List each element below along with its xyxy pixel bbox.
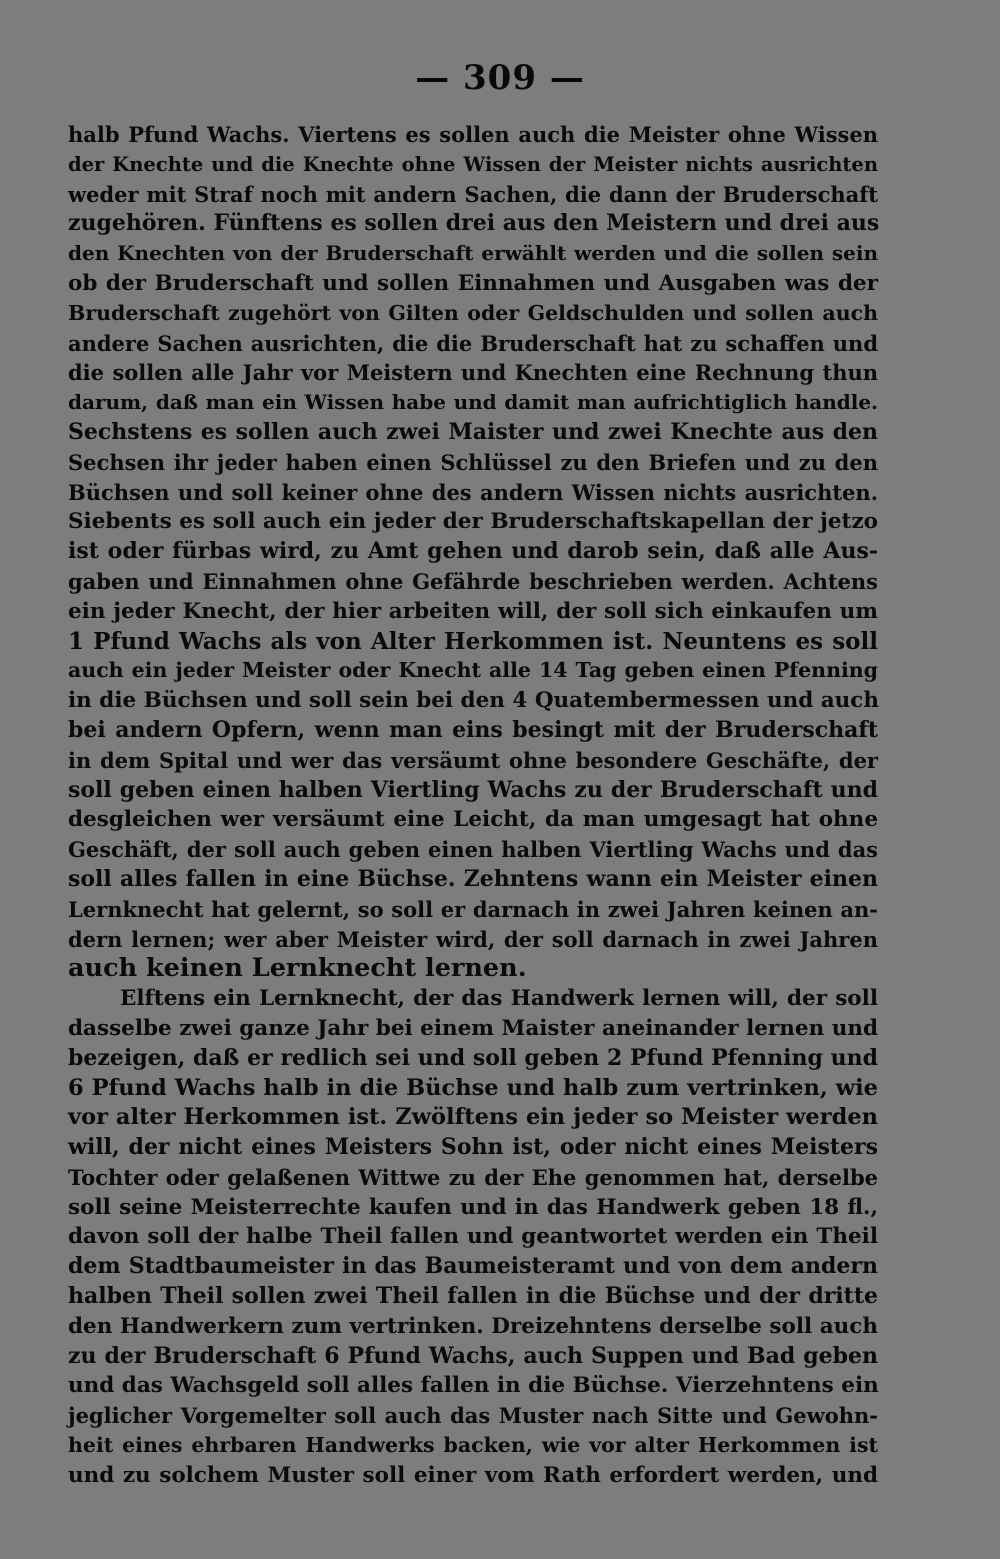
text-line: in dem Spital und wer das versäumt ohne besondere Geschäfte, der <box>68 747 878 773</box>
text-line: zu der Bruderschaft 6 Pfund Wachs, auch Suppen und Bad geben <box>68 1342 878 1369</box>
text-line: die sollen alle Jahr vor Meistern und Knechten eine Rechnung thun <box>68 360 878 386</box>
text-line-paragraph-start: Elftens ein Lernknecht, der das Handwerk lernen will, der soll <box>120 986 878 1012</box>
text-line: Sechstens es sollen auch zwei Maister und zwei Knechte aus den <box>68 418 878 445</box>
text-line: heit eines ehrbaren Handwerks backen, wie vor alter Herkommen ist <box>68 1433 878 1458</box>
text-line: Büchsen und soll keiner ohne des andern Wissen nichts ausrichten. <box>68 479 878 505</box>
text-line: Lernknecht hat gelernt, so soll er darnach in zwei Jahren keinen an- <box>68 896 878 922</box>
text-line: andere Sachen ausrichten, die die Bruderschaft hat zu schaffen und <box>68 330 878 356</box>
text-line: bei andern Opfern, wenn man eins besingt mit der Bruderschaft <box>68 716 878 743</box>
text-line: zugehören. Fünftens es sollen drei aus den Meistern und drei aus <box>68 210 880 237</box>
text-line: und das Wachsgeld soll alles fallen in die Büchse. Vierzehntens ein <box>68 1373 879 1399</box>
text-line: darum, daß man ein Wissen habe und damit man aufrichtiglich handle. <box>68 390 878 415</box>
text-line: gaben und Einnahmen ohne Gefährde beschrieben werden. Achtens <box>68 568 878 594</box>
text-line: soll seine Meisterrechte kaufen und in das Handwerk geben 18 fl., <box>68 1194 878 1220</box>
text-line: den Knechten von der Bruderschaft erwählt werden und die sollen sein <box>68 241 878 266</box>
text-line: soll alles fallen in eine Büchse. Zehntens wann ein Meister einen <box>68 865 878 892</box>
text-line: Geschäft, der soll auch geben einen halben Viertling Wachs und das <box>68 837 878 863</box>
text-line: ein jeder Knecht, der hier arbeiten will, der soll sich einkaufen um <box>68 598 878 624</box>
text-line: halb Pfund Wachs. Viertens es sollen auch die Meister ohne Wissen <box>68 122 878 147</box>
text-line: in die Büchsen und soll sein bei den 4 Quatembermessen und auch <box>68 688 880 714</box>
text-line: der Knechte und die Knechte ohne Wissen der Meister nichts ausrichten <box>68 152 878 176</box>
text-line: soll geben einen halben Viertling Wachs zu der Bruderschaft und <box>68 776 878 803</box>
text-line: Bruderschaft zugehört von Gilten oder Geldschulden und sollen auch <box>68 300 878 325</box>
text-line: Siebents es soll auch ein jeder der Bruderschaftskapellan der jetzo <box>68 509 878 535</box>
text-line: 1 Pfund Wachs als von Alter Herkommen ist. Neuntens es soll <box>68 627 878 655</box>
text-line: jeglicher Vorgemelter soll auch das Muster nach Sitte und Gewohn- <box>68 1403 878 1429</box>
body-text <box>68 120 878 1491</box>
text-line: 6 Pfund Wachs halb in die Büchse und halb zum vertrinken, wie <box>68 1074 878 1101</box>
text-line: weder mit Straf noch mit andern Sachen, die dann der Bruderschaft <box>68 181 878 207</box>
text-line: Tochter oder gelaßenen Wittwe zu der Ehe genommen hat, derselbe <box>68 1164 878 1190</box>
text-line-paragraph-end: auch keinen Lernknecht lernen. <box>68 953 527 984</box>
text-line: den Handwerkern zum vertrinken. Dreizehntens derselbe soll auch <box>68 1313 878 1339</box>
text-line: Sechsen ihr jeder haben einen Schlüssel zu den Briefen und zu den <box>68 449 878 475</box>
text-line: halben Theil sollen zwei Theil fallen in die Büchse und der dritte <box>68 1283 878 1310</box>
text-line: desgleichen wer versäumt eine Leicht, da man umgesagt hat ohne <box>68 807 878 833</box>
text-line: dem Stadtbaumeister in das Baumeisteramt und von dem andern <box>68 1253 878 1280</box>
text-line: ob der Bruderschaft und sollen Einnahmen und Ausgaben was der <box>68 270 878 296</box>
text-line: auch ein jeder Meister oder Knecht alle 14 Tag geben einen Pfenning <box>68 658 878 683</box>
text-line: will, der nicht eines Meisters Sohn ist, oder nicht eines Meisters <box>68 1134 878 1161</box>
text-line: bezeigen, daß er redlich sei und soll geben 2 Pfund Pfenning und <box>68 1044 878 1071</box>
text-line: davon soll der halbe Theil fallen und geantwortet werden ein Theil <box>68 1224 878 1250</box>
text-line: und zu solchem Muster soll einer vom Rath erfordert werden, und <box>68 1462 878 1488</box>
text-line: vor alter Herkommen ist. Zwölftens ein jeder so Meister werden <box>68 1104 878 1131</box>
text-line: ist oder fürbas wird, zu Amt gehen und darob sein, daß alle Aus- <box>68 538 878 565</box>
text-line: dern lernen; wer aber Meister wird, der soll darnach in zwei Jahren <box>68 926 878 952</box>
page-number: — 309 — <box>415 58 585 98</box>
text-line: dasselbe zwei ganze Jahr bei einem Maister aneinander lernen und <box>68 1015 878 1041</box>
